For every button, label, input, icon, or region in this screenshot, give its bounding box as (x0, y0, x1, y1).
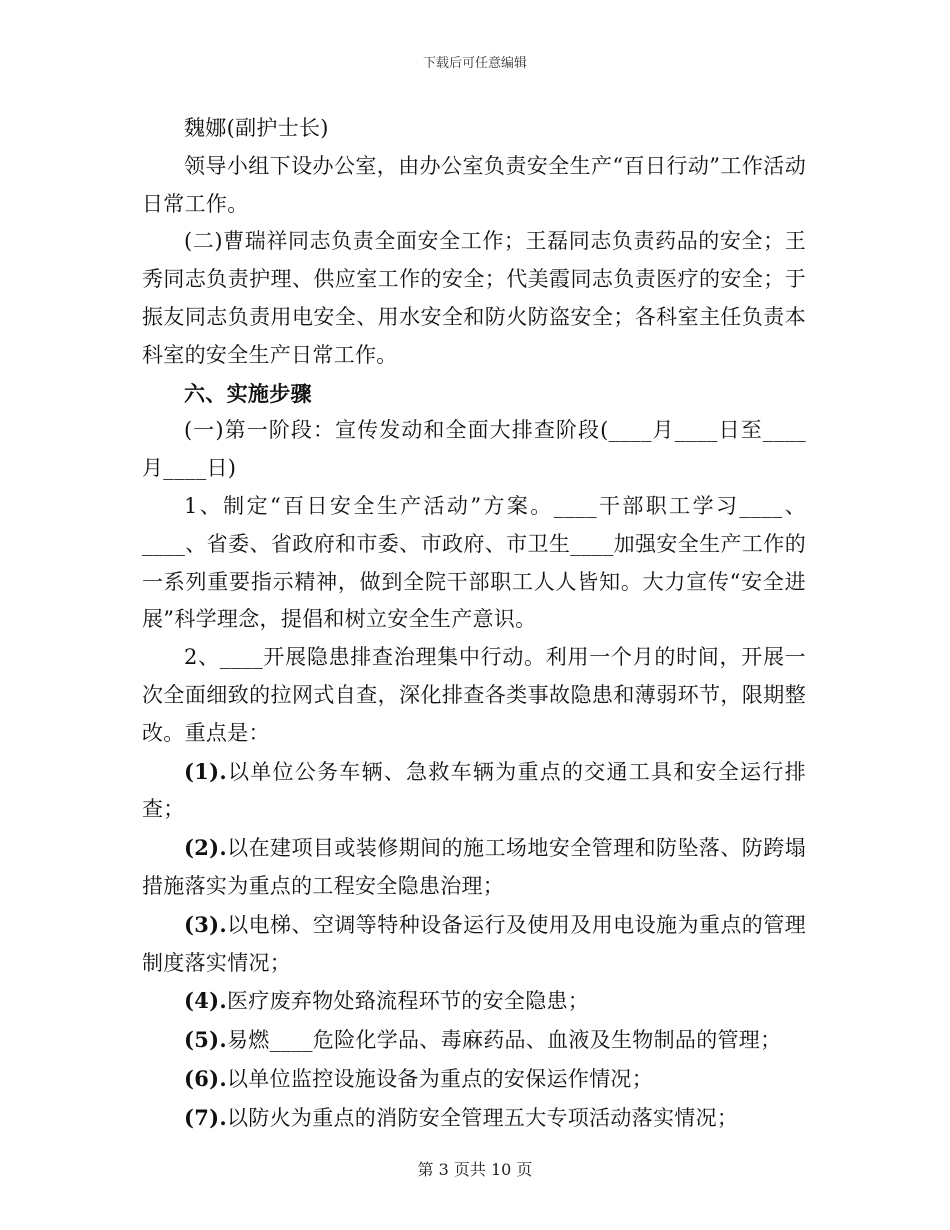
list-item-text: 以单位公务车辆、急救车辆为重点的交通工具和安全运行排查； (142, 759, 806, 822)
paragraph-item-2 (142, 639, 806, 752)
paragraph-text: 1、制定“百日安全生产活动”方案。____干部职工学习____、____、省委、省政府和市委、市政府、市卫生____加强安全生产工作的一系列重要指示精神，做到全院干部职工人人皆知。大力宣传“安全进展”科学理念，提倡和树立安全生产意识。 (142, 493, 806, 632)
list-item-number: (6). (184, 1065, 227, 1091)
list-item-text: 以在建项目或装修期间的施工场地安全管理和防坠落、防跨塌措施落实为重点的工程安全隐患治理； (142, 836, 806, 898)
list-item-text: 以单位监控设施设备为重点的安保运作情况； (227, 1066, 653, 1091)
list-item-2 (142, 829, 806, 906)
section-heading-implementation-steps (142, 375, 806, 413)
paragraph-item-1 (142, 488, 806, 639)
list-item-number: (1). (184, 758, 227, 784)
paragraph-text: 魏娜(副护士长) (184, 116, 329, 140)
list-item-number: (2). (184, 835, 227, 861)
list-item-5 (142, 1021, 806, 1060)
document-body (142, 110, 806, 1138)
paragraph-responsibilities (142, 223, 806, 374)
list-item-1 (142, 753, 806, 830)
list-item-text: 易燃____危险化学品、毒麻药品、血液及生物制品的管理； (227, 1028, 782, 1053)
paragraph-office-setup (142, 148, 806, 224)
page-footer: 第 3 页共 10 页 (417, 1160, 533, 1179)
list-item-text: 以电梯、空调等特种设备运行及使用及用电设施为重点的管理制度落实情况； (142, 912, 806, 975)
heading-text: 六、实施步骤 (184, 380, 312, 406)
list-item-text: 以防火为重点的消防安全管理五大专项活动落实情况； (227, 1105, 739, 1130)
page-header: 下载后可任意编辑 (422, 56, 527, 71)
list-item-text: 医疗废弃物处臵流程环节的安全隐患； (227, 989, 590, 1014)
list-item-4 (142, 982, 806, 1021)
list-item-number: (5). (184, 1027, 227, 1053)
paragraph-text: (一)第一阶段：宣传发动和全面大排查阶段(____月____日至____月____日) (142, 418, 806, 481)
paragraph-text: (二)曹瑞祥同志负责全面安全工作；王磊同志负责药品的安全；王秀同志负责护理、供应室工作的安全；代美霞同志负责医疗的安全；于振友同志负责用电安全、用水安全和防火防盗安全；各科室主任负责本科室的安全生产日常工作。 (142, 229, 806, 367)
paragraph-deputy-head-nurse (142, 110, 806, 148)
paragraph-text: 2、____开展隐患排查治理集中行动。利用一个月的时间，开展一次全面细致的拉网式自查，深化排查各类事故隐患和薄弱环节，限期整改。重点是： (142, 645, 806, 745)
list-item-number: (3). (184, 911, 227, 937)
list-item-number: (7). (184, 1104, 227, 1130)
list-item-3 (142, 906, 806, 983)
paragraph-text: 领导小组下设办公室，由办公室负责安全生产“百日行动”工作活动日常工作。 (142, 153, 806, 216)
list-item-7 (142, 1099, 806, 1138)
list-item-6 (142, 1060, 806, 1099)
list-item-number: (4). (184, 988, 227, 1014)
paragraph-stage-one (142, 412, 806, 488)
